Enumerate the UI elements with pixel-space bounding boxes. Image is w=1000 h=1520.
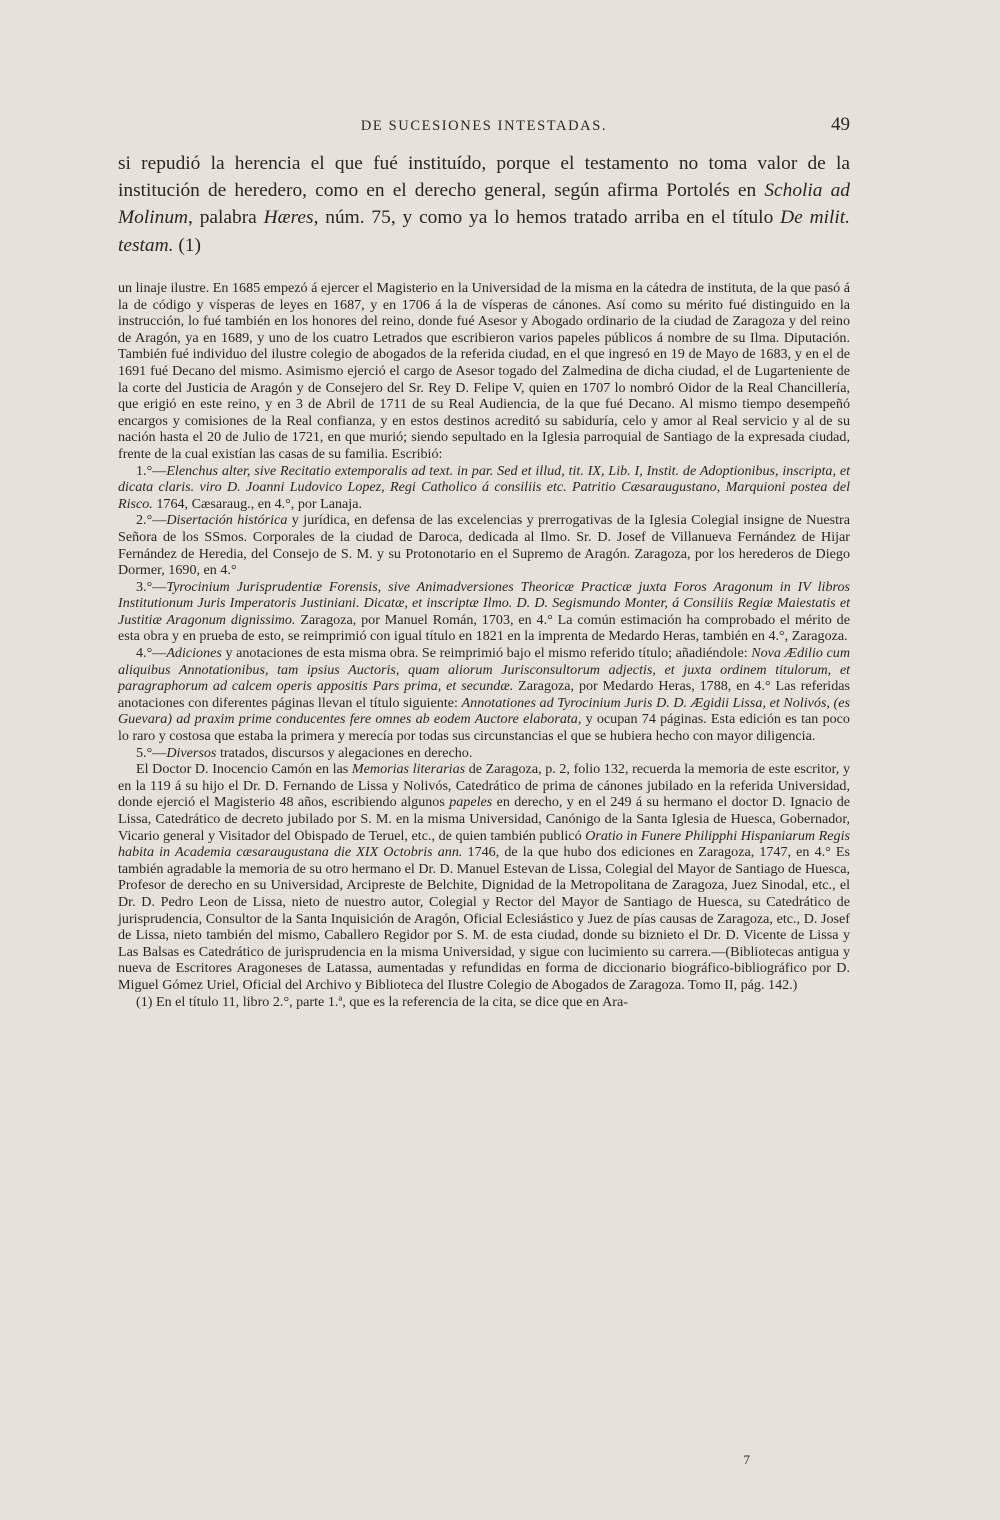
work-title: Diversos xyxy=(166,744,217,761)
text-run: El Doctor D. Inocencio Camón en las xyxy=(136,761,352,778)
work-number: 4.°— xyxy=(136,645,167,662)
work-number: 1.°— xyxy=(136,462,167,479)
text-run: si repudió la herencia el que fué instituído, porque el testamento no toma valor de la institución de heredero, como en el derecho general, según afirma Portolés en xyxy=(118,153,850,202)
work-details: 1764, Cæsaraug., en 4.°, por Lanaja. xyxy=(152,495,363,512)
notes-intro: un linaje ilustre. En 1685 empezó á ejercer el Magisterio en la Universidad de la misma en la cátedra de instituta, de la que pasó á la de código y vísperas de leyes en 1687, y en 1706 á la de vísperas de cánones. Así como su mérito fué distinguido en la instrucción, lo fué también en los honores del reino, donde fué Asesor y Abogado ordinario de la ciudad de Zaragoza y del reino de Aragón, ya en 1689, y uno de los cuatro Letrados que escribieron varios papeles públicos á nombre de su Ilma. Diputación. También fué individuo del ilustre colegio de abogados de la referida ciudad, en el que ingresó en 19 de Mayo de 1683, y en el de 1691 fué Decano del mismo. Asimismo ejerció el cargo de Asesor togado del Zalmedina de dicha ciudad, el de Lugarteniente de la corte del Justicia de Aragón y de Consejero del Sr. Rey D. Felipe V, quien en 1707 lo nombró Oidor de la Real Chancillería, que erigió en este reino, y en 3 de Abril de 1711 de su Real Audiencia, de la que fué Decano. Al mismo tiempo desempeñó encargos y comisiones de la Real confianza, y en estos destinos acreditó su sabiduría, celo y amor al Real servicio y al de su nación hasta el 20 de Julio de 1721, en que murió; siendo sepultado en la Iglesia parroquial de Santiago de la expresada ciudad, frente de la cual existían las casas de su familia. Escribió: xyxy=(118,280,850,462)
work-details: tratados, discursos y alegaciones en derecho. xyxy=(216,744,473,761)
text-run: de Zaragoza, p. 2, folio 132, recuerda la memoria de este escritor, y en la 119 á su hijo el Dr. D. Fernando de Lissa y Nolivós, Catedrático de prima de cánones jubilado en la referida Universidad, donde ejerció el Magisterio 48 años, escribiendo algunos xyxy=(118,761,850,811)
work-2 xyxy=(118,512,850,578)
page-number: 49 xyxy=(831,114,850,135)
notes-block xyxy=(118,280,850,1010)
italic-title: Memorias literarias xyxy=(351,761,466,778)
work-title: Nova Ædilio cum aliquibus Annotationibus, tam ipsius Auctoris, quam aliorum Jurisconsultorum adjectis, et juxta ordinem titulorum, et paragraphorum ad calcem operis appositis Pars prima, et secundæ. xyxy=(118,645,850,695)
work-number: 3.°— xyxy=(136,578,167,595)
work-number: 2.°— xyxy=(136,512,167,529)
signature-mark: 7 xyxy=(743,1452,750,1467)
work-details: , y ocupan 74 páginas. Esta edición es tan poco lo raro y costosa que estaba la primera y merecía por todas sus circunstancias el que se hubiera hecho con mayor diligencia. xyxy=(118,711,850,745)
work-5 xyxy=(118,745,850,762)
text-run: , núm. 75, y como ya lo hemos tratado arriba en el título xyxy=(313,207,781,229)
work-details: y anotaciones de esta misma obra. Se reimprimió bajo el mismo referido título; añadiéndole: xyxy=(221,645,752,662)
italic-title: Oratio in Funere Philipphi Hispaniarum Regis habita in Academia cæsaraugustana die XIX Octobris ann. xyxy=(118,827,850,861)
biography-paragraph xyxy=(118,761,850,993)
work-title: Elenchus alter, sive Recitatio extemporalis ad text. in par. Sed et illud, tit. IX, Lib. I, Instit. de Adoptionibus, inscripta, et dicata claris. viro D. Joanni Ludovico Lopez, Regi Catholico á consiliis etc. Patritio Cæsaraugustano, Marquioni postea del Risco. xyxy=(118,462,850,512)
work-title: Tyrocinium Jurisprudentiæ Forensis, sive Animadversiones Theoricæ Practicæ juxta Foros Aragonum in IV libros Institutionum Juris Imperatoris Justiniani. Dicatæ, et inscriptæ Ilmo. D. D. Segismundo Monter, á Consiliis Regiæ Maiestatis et Justitiæ Aragonum dignissimo. xyxy=(118,578,850,628)
text-run: , palabra xyxy=(188,207,264,229)
work-title: Annotationes ad Tyrocinium Juris D. D. Ægidii Lissa, et Nolivós, (es Guevara) ad praxim prime conducentes fere omnes ab eodem Auctore elaborata xyxy=(118,694,850,728)
work-4 xyxy=(118,645,850,745)
italic-term: Hæres xyxy=(263,207,314,229)
text-run: 1746, de la que hubo dos ediciones en Zaragoza, 1747, en 4.° Es también agradable la memoria de su otro hermano el Dr. D. Manuel Estevan de Lissa, Colegial del Mayor de Santiago de Huesca, Profesor de derecho en su Universidad, Arcipreste de Belchite, Dignidad de la Metropolitana de Zaragoza, Juez Sinodal, etc., el Dr. D. Pedro Leon de Lissa, nieto de nuestro autor, Colegial y Rector del Mayor de Santiago de Huesca, su Catedrático de jurisprudencia, Consultor de la Santa Inquisición de Aragón, Oficial Eclesiástico y Juez de pías causas de Zaragoza, etc., D. Josef de Lissa, nieto también del mismo, Caballero Regidor por S. M. de esta ciudad, donde su biznieto el Dr. D. Vicente de Lissa y Las Balsas es Catedrático de jurisprudencia en la misma Universidad, y sigue con lucimiento su carrera.—(Bibliotecas antigua y nueva de Escritores Aragoneses de Latassa, aumentadas y refundidas en forma de diccionario biográfico-bibliográfico por D. Miguel Gómez Uriel, Oficial del Archivo y Biblioteca del Ilustre Colegio de Abogados de Zaragoza. Tomo II, pág. 142.) xyxy=(118,844,850,993)
work-title: Disertación histórica xyxy=(166,512,288,529)
work-details: y jurídica, en defensa de las excelencias y prerrogativas de la Iglesia Colegial insigne de Nuestra Señora de los SSmos. Corporales de la ciudad de Daroca, dedicada al Ilmo. Sr. D. Josef de Villanueva Fernández de Hijar Fernández de Heredia, del Consejo de S. M. y su Protonotario en el Supremo de Aragón. Zaragoza, por los herederos de Diego Dormer, 1690, en 4.° xyxy=(118,512,850,579)
work-1 xyxy=(118,463,850,513)
running-head xyxy=(118,116,850,140)
main-paragraph xyxy=(118,150,850,259)
work-details: Zaragoza, por Manuel Román, 1703, en 4.° La común estimación ha comprobado el mérito de esta obra y en prueba de esto, se reimprimió con igual título en 1821 en la imprenta de Medardo Heras, también en 4.°, Zaragoza. xyxy=(118,611,850,645)
text-run: en derecho, y en el 249 á su hermano el doctor D. Ignacio de Lissa, Catedrático de decreto jubilado por S. M. en la misma Universidad, Canónigo de la Santa Iglesia de Huesca, Gobernador, Vicario general y Visitador del Obispado de Teruel, etc., de quien también publicó xyxy=(118,794,850,844)
footnote: (1) En el título 11, libro 2.°, parte 1.ª, que es la referencia de la cita, se dice que en Ara- xyxy=(136,993,628,1010)
work-details: Zaragoza, por Medardo Heras, 1788, en 4.° Las referidas anotaciones con diferentes páginas llevan el título siguiente: xyxy=(118,678,850,711)
italic-title: Scholia ad Molinum xyxy=(118,180,850,229)
italic-title: De milit. testam. xyxy=(118,207,850,256)
work-number: 5.°— xyxy=(136,744,167,761)
work-3 xyxy=(118,579,850,645)
italic-term: papeles xyxy=(449,794,493,811)
work-title: Adiciones xyxy=(166,645,222,662)
footnote-ref: (1) xyxy=(173,234,201,256)
running-title: DE SUCESIONES INTESTADAS. xyxy=(360,118,608,134)
